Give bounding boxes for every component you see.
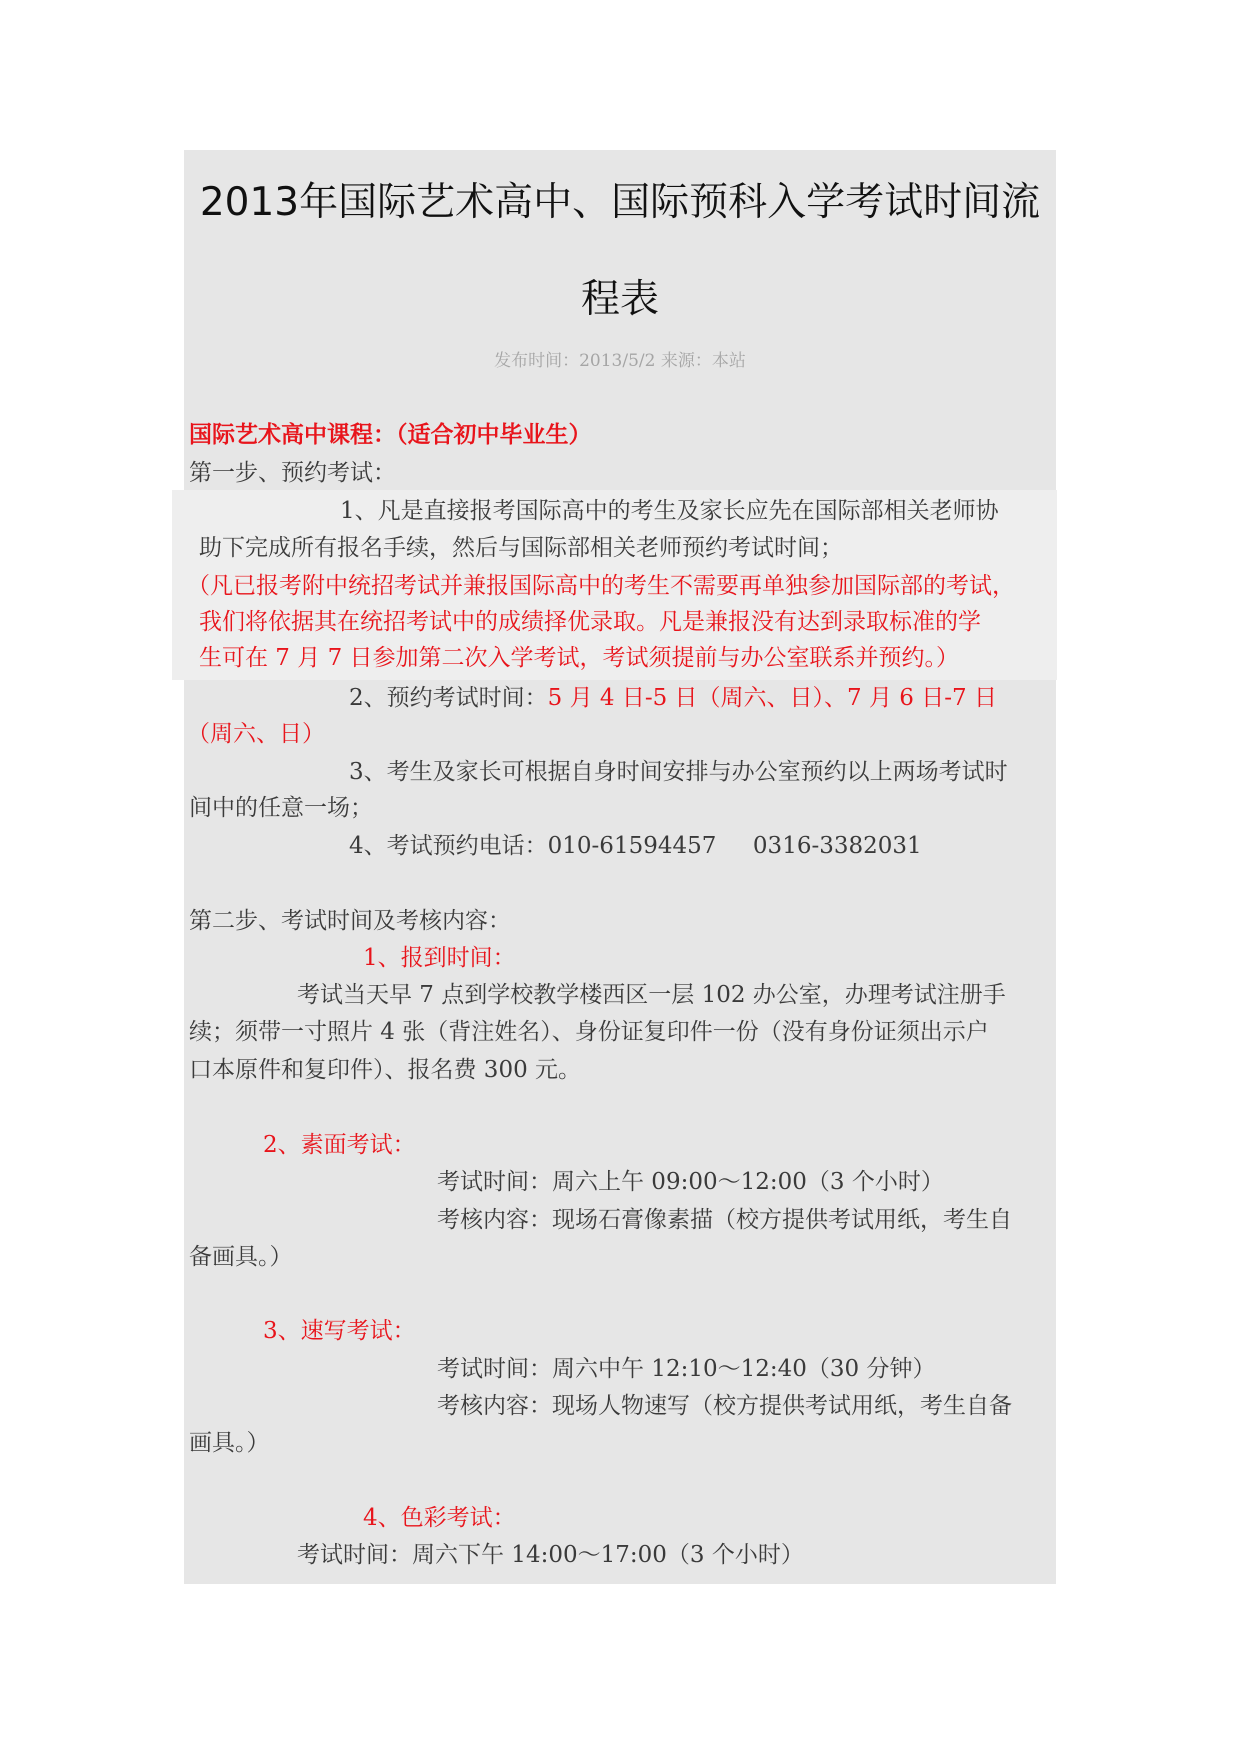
step1-item2-value-cont: （周六、日） (187, 721, 325, 747)
step2-sketch-time: 考试时间：周六上午 09:00～12:00（3 个小时） (437, 1169, 944, 1195)
step2-reg-line2: 续；须带一寸照片 4 张（背注姓名）、身份证复印件一份（没有身份证须出示户 (189, 1019, 989, 1045)
step1-item2-label: 2、预约考试时间： (349, 685, 548, 711)
step2-reg-line1: 考试当天早 7 点到学校教学楼西区一层 102 办公室，办理考试注册手 (297, 982, 1006, 1008)
step2-reg-heading: 1、报到时间： (363, 945, 516, 971)
step2-color-time: 考试时间：周六下午 14:00～17:00（3 个小时） (297, 1542, 804, 1568)
step2-quick-content-line1: 考核内容：现场人物速写（校方提供考试用纸，考生自备 (437, 1393, 1012, 1419)
step1-item1-line2: 助下完成所有报名手续，然后与国际部相关老师预约考试时间； (199, 535, 843, 561)
step1-item2 (349, 683, 997, 713)
step2-quick-time: 考试时间：周六中午 12:10～12:40（30 分钟） (437, 1356, 936, 1382)
step1-note-line3: 生可在 7 月 7 日参加第二次入学考试，考试须提前与办公室联系并预约。） (199, 645, 960, 671)
doc-title-line2: 程表 (580, 277, 659, 322)
step2-quick-content-line2: 画具。） (189, 1430, 270, 1456)
step2-sketch-content-line1: 考核内容：现场石膏像素描（校方提供考试用纸，考生自 (437, 1207, 1012, 1233)
step2-quick-heading: 3、速写考试： (263, 1318, 416, 1344)
step2-reg-line3: 口本原件和复印件）、报名费 300 元。 (189, 1057, 582, 1083)
step1-item1-line1: 1、凡是直接报考国际高中的考生及家长应先在国际部相关老师协 (340, 498, 999, 524)
step1-item4-phone: 4、考试预约电话：010-61594457 0316-3382031 (349, 833, 922, 859)
step1-note-line2: 我们将依据其在统招考试中的成绩择优录取。凡是兼报没有达到录取标准的学 (199, 609, 981, 635)
section-heading: 国际艺术高中课程：（适合初中毕业生） (189, 421, 592, 448)
step2-heading: 第二步、考试时间及考核内容： (189, 908, 511, 934)
step1-item3-line1: 3、考生及家长可根据自身时间安排与办公室预约以上两场考试时 (349, 759, 1008, 785)
step2-sketch-heading: 2、素面考试： (263, 1132, 416, 1158)
step2-sketch-content-line2: 备画具。） (189, 1244, 293, 1270)
step2-color-heading: 4、色彩考试： (363, 1505, 516, 1531)
step1-item3-line2: 间中的任意一场； (189, 795, 373, 821)
step1-note-line1: （凡已报考附中统招考试并兼报国际高中的考生不需要再单独参加国际部的考试， (187, 573, 1015, 599)
publish-meta: 发布时间：2013/5/2 来源：本站 (494, 351, 746, 371)
step1-heading: 第一步、预约考试： (189, 460, 396, 486)
step1-item2-value: 5 月 4 日-5 日（周六、日）、7 月 6 日-7 日 (547, 685, 997, 711)
doc-title-line1: 2013年国际艺术高中、国际预科入学考试时间流 (199, 180, 1041, 225)
